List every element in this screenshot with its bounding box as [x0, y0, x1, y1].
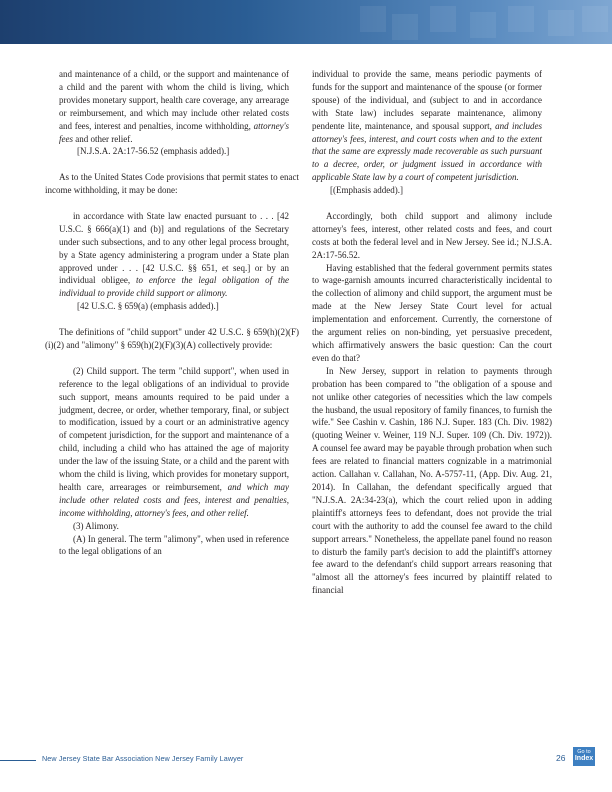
- banner-pattern: [470, 12, 496, 38]
- quote-text: and maintenance of a child, or the support and maintenance of a child and the parent with whom the child is living, which provides monetary support, health care coverage, any arrearage or reimbursement, and which may include other related costs and fees, interest and penalties, income withholding, attorney's fees and other relief.: [59, 69, 290, 144]
- block-quote: [59, 210, 299, 313]
- quote-text: (2) Child support. The term "child support", when used in reference to the legal obligations of an individual to provide such support, means amounts required to be paid under a judgment, decree, or order, whether temporary, final, or subject to modification, issued by a court or an administrative agency of competent jurisdiction, for the support and maintenance of a child, including a child who has attained the age of majority under the law of the issuing State, or a child and the parent with whom the child is living, which provides for monetary support, health care, arrearages or reimbursement, and which may include other related costs and fees, interest and penalties, income withholding, attorney's fees, and other relief.: [59, 365, 290, 518]
- banner-pattern: [392, 14, 418, 40]
- block-quote: [312, 68, 552, 197]
- paragraph: In New Jersey, support in relation to payments through probation has been compared to "the obligation of a spouse and not unlike other categories of necessities which the law compels the husband, the usual repository of family finances, to furnish the wife." See Cashin v. Cashin, 186 N.J. Super. 183 (Ch. Div. 1982) (quoting Weiner v. Weiner, 119 N.J. Super. 109 (Ch. Div. 1972)). A counsel fee award may be payable through probation when such fees are related to financial matters cognizable in a matrimonial action. Callahan v. Callahan, No. A-5757-11, (App. Div. Aug. 21, 2014). In Callahan, the defendant specifically argued that "N.J.S.A. 2A:34-23(a), which the court relied upon in adding plaintiff's attorneys fees to defendant, does not provide the trial court with the authority to add the counsel fee award to the child support arrears." Nonetheless, the appellate panel found no reason to disturb the family part's decision to add the plaintiff's attorney fee award to the defendant's child support arrears reasoning that "almost all the attorney's fees incurred by plaintiff related to financial: [312, 365, 552, 596]
- citation: [N.J.S.A. 2A:17-56.52 (emphasis added).]: [77, 146, 230, 157]
- banner-pattern: [582, 6, 608, 32]
- citation: [(Emphasis added).]: [330, 185, 403, 196]
- paragraph: The definitions of "child support" under 42 U.S.C. § 659(h)(2)(F)(i)(2) and "alimony" § 659(h)(2)(F)(3)(A) collectively provide:: [45, 327, 299, 350]
- banner-pattern: [430, 6, 456, 32]
- banner-pattern: [548, 10, 574, 36]
- paragraph: Having established that the federal government permits states to wage-garnish amounts incurred characteristically incidental to the collection of alimony and child support, the argument must be made at the New Jersey State Court level for actual implementation and enforcement. Currently, the cornerstone of the argument relies on non-binding, yet persuasive precedent, which affirmatively answers the basic question: Can the court even do that?: [312, 262, 552, 363]
- banner-pattern: [360, 6, 386, 32]
- citation: [42 U.S.C. § 659(a) (emphasis added).]: [77, 301, 219, 312]
- page-number: 26: [556, 753, 566, 763]
- right-column: [312, 68, 552, 597]
- paragraph: Accordingly, both child support and alimony include attorney's fees, interest, other related costs and fees, and court costs at both the federal level and in New Jersey. See id.; N.J.S.A. 2A:17-56.52.: [312, 210, 552, 260]
- go-to-index-button[interactable]: [573, 747, 595, 766]
- index-label: Index: [574, 754, 594, 762]
- footer-publication[interactable]: New Jersey State Bar Association New Jersey Family Lawyer: [42, 754, 244, 763]
- block-quote: [59, 68, 299, 158]
- left-column: [45, 68, 299, 558]
- header-banner: [0, 0, 612, 44]
- banner-pattern: [508, 6, 534, 32]
- quote-text: (A) In general. The term "alimony", when used in reference to the legal obligations of an: [59, 533, 289, 557]
- block-quote: [59, 365, 299, 559]
- quote-text: in accordance with State law enacted pursuant to . . . [42 U.S.C. § 666(a)(1) and (b)] and regulations of the Secretary under such subsections, and to any other legal process brought, by a State agency administering a program under a State plan approved under . . . [42 U.S.C. §§ 651, et seq.] or by an individual obligee, to enforce the legal obligation of the individual to provide child support or alimony.: [59, 210, 289, 299]
- quote-text: individual to provide the same, means periodic payments of funds for the support and maintenance of the spouse (or former spouse) of the individual, and (subject to and in accordance with State law) includes separate maintenance, alimony pendente lite, maintenance, and spousal support, and includes attorney's fees, interest, and court costs when and to the extent that the same are expressly made recoverable as such pursuant to a decree, order, or judgment issued in accordance with applicable State law by a court of competent jurisdiction.: [312, 69, 542, 183]
- quote-text: (3) Alimony.: [73, 520, 119, 531]
- paragraph: As to the United States Code provisions that permit states to enact income withholding, it may be done:: [45, 172, 299, 196]
- footer-rule: [0, 760, 36, 761]
- go-to-label: Go to: [577, 749, 591, 755]
